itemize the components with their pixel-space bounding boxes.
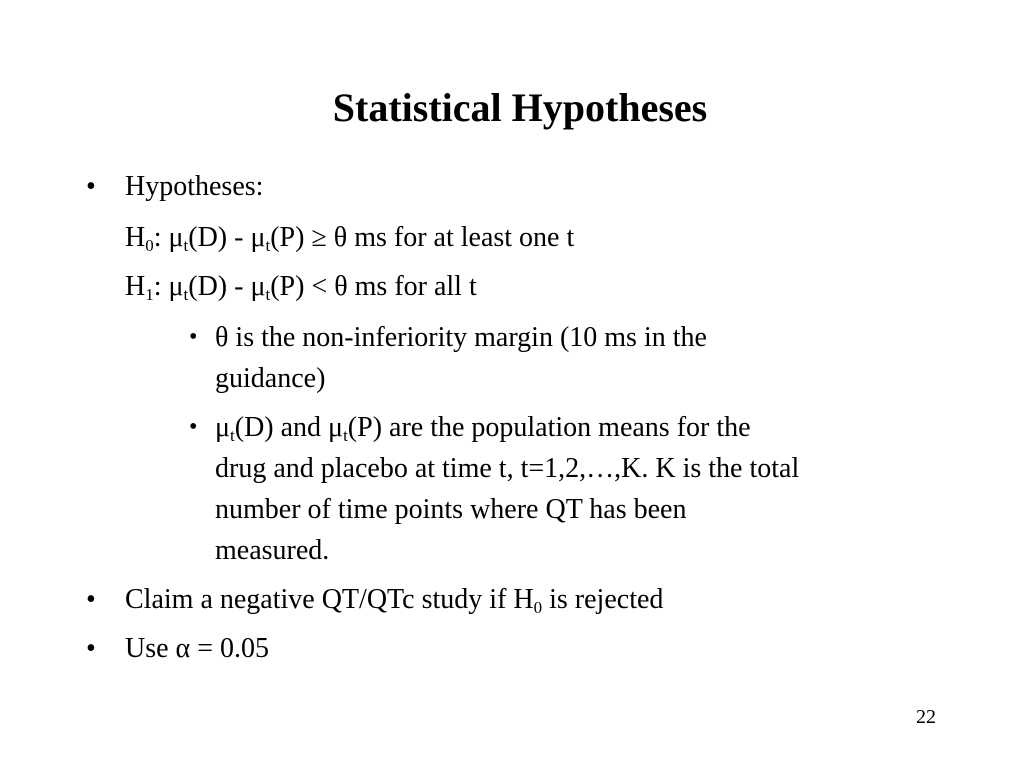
- means-definition-line2: drug and placebo at time t, t=1,2,…,K. K is the total: [215, 453, 800, 484]
- alternative-hypothesis: $H_1$: $\mu_t(D) - \mu_t(P) < \theta$ ms for all t: [125, 271, 477, 304]
- hypotheses-label: Hypotheses:: [125, 171, 264, 202]
- null-hypothesis: $H_0$: $\mu_t(D) - \mu_t(P) \ge \theta$ ms for at least one t: [125, 222, 575, 255]
- means-definition-line3: number of time points where QT has been: [215, 494, 687, 525]
- alpha-level: Use α = 0.05: [125, 633, 270, 664]
- bullet-icon: •: [86, 584, 96, 615]
- means-definition-line4: measured.: [215, 535, 330, 566]
- margin-definition-line2: guidance): [215, 363, 326, 394]
- means-definition-line1: $\mu_t(D)$ and $\mu_t(P)$ are the population means for the: [215, 412, 751, 445]
- slide-title: Statistical Hypotheses: [332, 85, 708, 130]
- margin-definition-line1: θ is the non-inferiority margin (10 ms in the: [215, 322, 707, 353]
- bullet-icon: •: [86, 171, 96, 202]
- page-number: 22: [916, 706, 936, 728]
- sub-bullet-icon: •: [189, 414, 198, 440]
- bullet-icon: •: [86, 633, 96, 664]
- claim-statement: Claim a negative QT/QTc study if $H_0$ is rejected: [125, 584, 664, 617]
- sub-bullet-icon: •: [189, 324, 198, 350]
